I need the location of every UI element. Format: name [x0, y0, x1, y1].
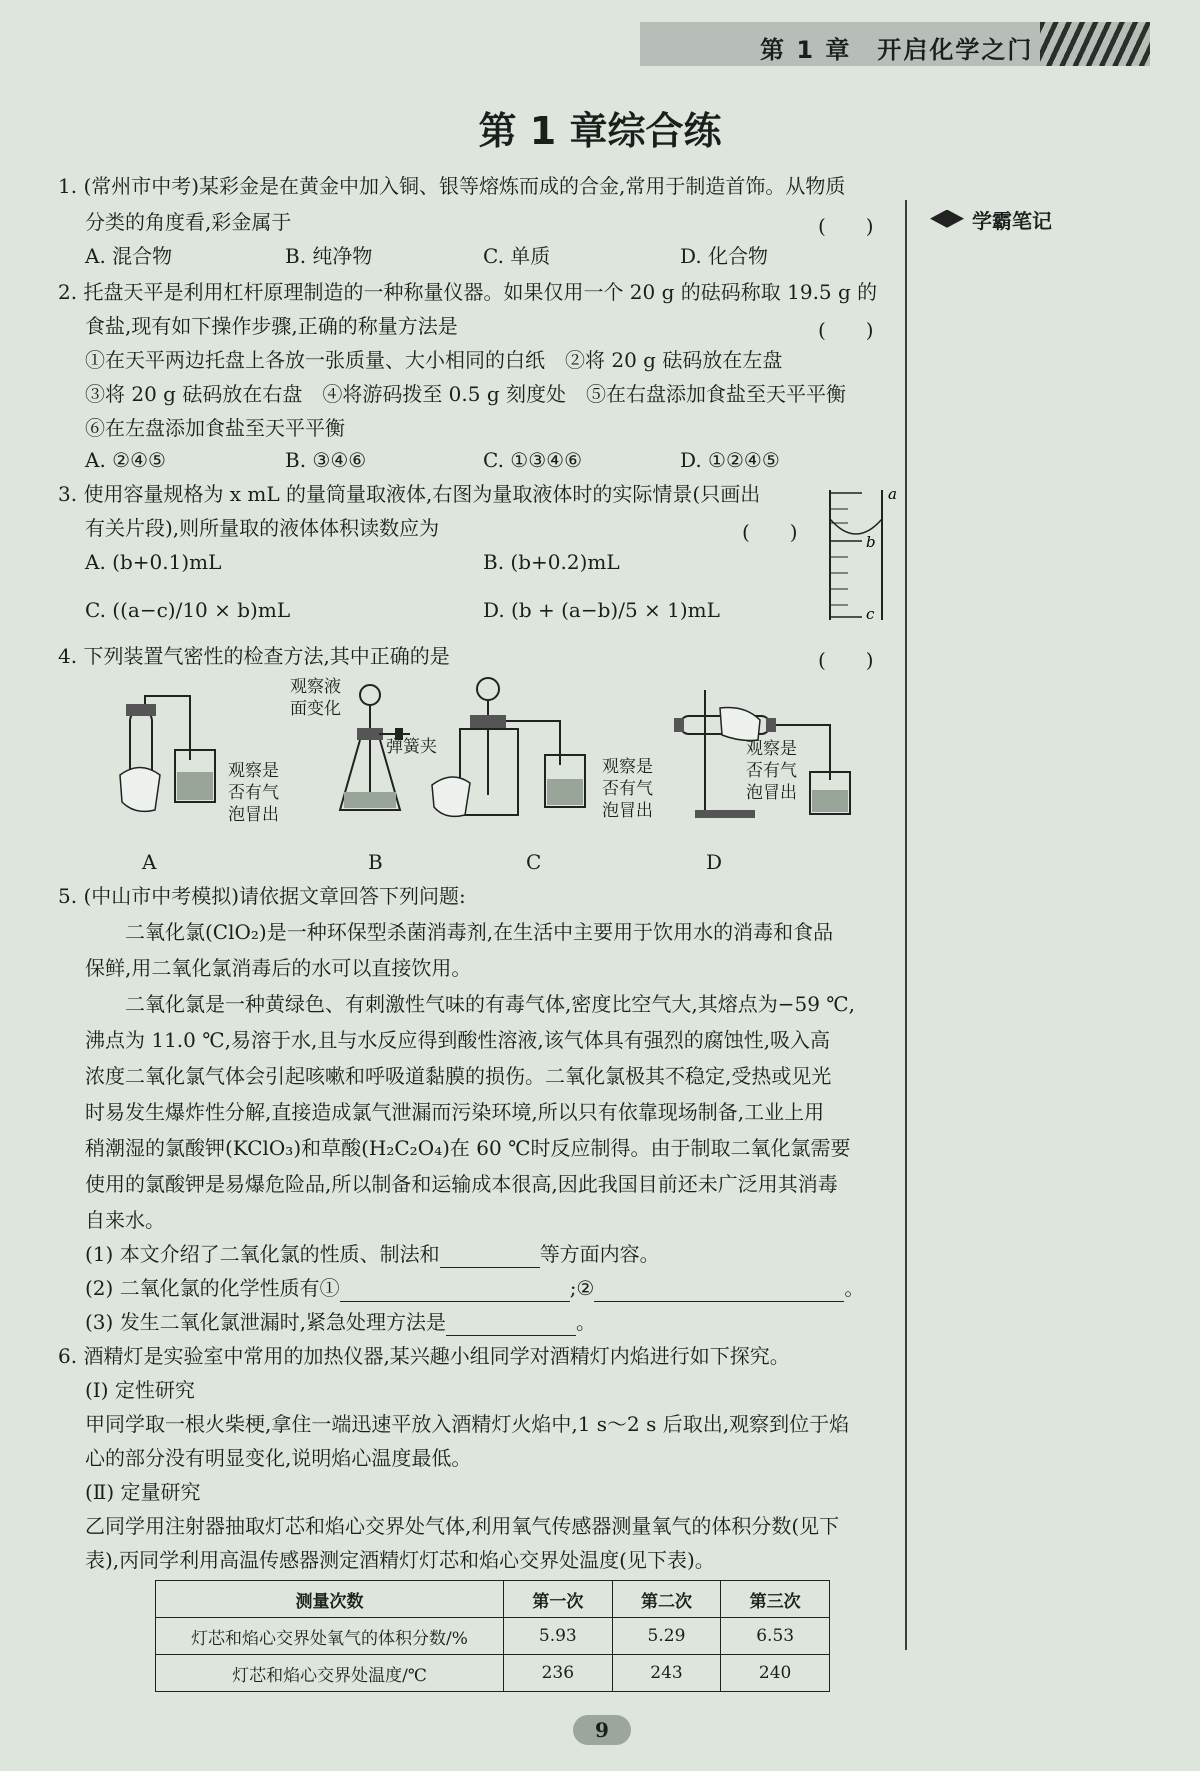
- apparatus-a-note-1: 观察是: [228, 761, 279, 781]
- table-row: [156, 1655, 830, 1692]
- q3-line1: 3. 使用容量规格为 x mL 的量筒量取液体,右图为量取液体时的实际情景(只画出: [58, 482, 761, 506]
- apparatus-b-note-2: 面变化: [290, 699, 341, 719]
- table-cell: 灯芯和焰心交界处温度/℃: [156, 1655, 504, 1692]
- apparatus-label-d: D: [706, 850, 723, 874]
- table-header-cell: 第三次: [721, 1581, 830, 1618]
- table-cell: 5.93: [504, 1618, 613, 1655]
- mark-a: a: [888, 485, 897, 503]
- q3-option-d: D. (b + (a−b)/5 × 1)mL: [483, 598, 720, 622]
- q5-sub2-text: (2) 二氧化氯的化学性质有①: [85, 1276, 340, 1300]
- apparatus-c-note-3: 泡冒出: [602, 801, 653, 821]
- q2-option-c: C. ①③④⑥: [483, 448, 583, 472]
- apparatus-a-note-3: 泡冒出: [228, 805, 279, 825]
- q2-step2: ③将 20 g 砝码放在右盘 ④将游码拨至 0.5 g 刻度处 ⑤在右盘添加食盐至天平平衡: [85, 382, 847, 406]
- table-header-row: [156, 1581, 830, 1618]
- q5-sub1-tail: 等方面内容。: [539, 1242, 660, 1266]
- apparatus-b-clip-label: 弹簧夹: [386, 737, 437, 757]
- q2-line1: 2. 托盘天平是利用杠杆原理制造的一种称量仪器。如果仅用一个 20 g 的砝码称取 19.5 g 的: [58, 280, 878, 304]
- q1-answer-paren: ( ): [818, 214, 874, 238]
- q5-sub2-mid: ;②: [569, 1276, 595, 1300]
- table-cell: 236: [504, 1655, 613, 1692]
- graduated-cylinder-figure: [822, 485, 902, 625]
- q6-p1-line2: 心的部分没有明显变化,说明焰心温度最低。: [85, 1446, 472, 1470]
- chapter-header: 第 1 章 开启化学之门: [760, 36, 1034, 64]
- q6-p1-line1: 甲同学取一根火柴梗,拿住一端迅速平放入酒精灯火焰中,1 s～2 s 后取出,观察到位于焰: [85, 1412, 850, 1436]
- apparatus-c-note-1: 观察是: [602, 757, 653, 777]
- mark-b: b: [866, 533, 876, 551]
- q5-sub3-blank[interactable]: [446, 1315, 576, 1336]
- apparatus-d-note-1: 观察是: [746, 739, 797, 759]
- q6-part2: (Ⅱ) 定量研究: [85, 1480, 201, 1504]
- q3-option-c: C. ((a−c)/10 × b)mL: [85, 598, 291, 622]
- apparatus-d-note-2: 否有气: [746, 761, 797, 781]
- q6-p2-line2: 表),丙同学利用高温传感器测定酒精灯灯芯和焰心交界处温度(见下表)。: [85, 1548, 715, 1572]
- q5-p2-line5: 稍潮湿的氯酸钾(KClO₃)和草酸(H₂C₂O₄)在 60 ℃时反应制得。由于制取二氧化氯需要: [85, 1136, 851, 1160]
- table-cell: 243: [612, 1655, 721, 1692]
- q5-p2-line4: 时易发生爆炸性分解,直接造成氯气泄漏而污染环境,所以只有依靠现场制备,工业上用: [85, 1100, 825, 1124]
- q1-line2: 分类的角度看,彩金属于: [85, 210, 292, 234]
- q5-sub2-tail: 。: [844, 1276, 865, 1300]
- q5-sub2-blank2[interactable]: [594, 1281, 844, 1302]
- q5-line1: 5. (中山市中考模拟)请依据文章回答下列问题:: [58, 884, 466, 908]
- table-cell: 5.29: [612, 1618, 721, 1655]
- q1-option-d: D. 化合物: [680, 244, 769, 268]
- q6-p2-line1: 乙同学用注射器抽取灯芯和焰心交界处气体,利用氧气传感器测量氧气的体积分数(见下: [85, 1514, 840, 1538]
- q5-p2-line7: 自来水。: [85, 1208, 165, 1232]
- apparatus-d-note-3: 泡冒出: [746, 783, 797, 803]
- q4-answer-paren: ( ): [818, 648, 874, 672]
- notes-divider: [905, 200, 907, 1650]
- notes-label-text: 学霸笔记: [972, 209, 1052, 233]
- apparatus-label-a: A: [142, 850, 157, 874]
- notes-label: [930, 205, 1052, 236]
- q2-option-a: A. ②④⑤: [85, 448, 166, 472]
- apparatus-b-note-1: 观察液: [290, 677, 341, 697]
- apparatus-label-c: C: [526, 850, 542, 874]
- q2-option-d: D. ①②④⑤: [680, 448, 780, 472]
- apparatus-a-note-2: 否有气: [228, 783, 279, 803]
- q5-p2-line1: 二氧化氯是一种黄绿色、有刺激性气味的有毒气体,密度比空气大,其熔点为−59 ℃,: [85, 992, 856, 1016]
- q5-sub2-blank1[interactable]: [340, 1281, 570, 1302]
- q3-option-b: B. (b+0.2)mL: [483, 550, 620, 574]
- page-title: 第 1 章综合练: [478, 109, 722, 153]
- q3-option-a: A. (b+0.1)mL: [85, 550, 222, 574]
- graduation-cap-icon: [930, 210, 964, 236]
- q1-line1: 1. (常州市中考)某彩金是在黄金中加入铜、银等熔炼而成的合金,常用于制造首饰。从物质: [58, 174, 846, 198]
- table-header-cell: 第二次: [612, 1581, 721, 1618]
- q1-option-b: B. 纯净物: [285, 244, 373, 268]
- q5-sub1-text: (1) 本文介绍了二氧化氯的性质、制法和: [85, 1242, 440, 1266]
- q5-sub1-blank[interactable]: [440, 1247, 540, 1268]
- mark-c: c: [866, 605, 875, 623]
- q5-p2-line3: 浓度二氧化氯气体会引起咳嗽和呼吸道黏膜的损伤。二氧化氯极其不稳定,受热或见光: [85, 1064, 832, 1088]
- q2-step1: ①在天平两边托盘上各放一张质量、大小相同的白纸 ②将 20 g 砝码放在左盘: [85, 348, 783, 372]
- apparatus-c: [430, 675, 610, 825]
- table-row: [156, 1618, 830, 1655]
- table-cell: 6.53: [721, 1618, 830, 1655]
- table-header-cell: 测量次数: [156, 1581, 504, 1618]
- q3-answer-paren: ( ): [742, 520, 798, 544]
- header-decoration: [1040, 22, 1150, 66]
- q4-line1: 4. 下列装置气密性的检查方法,其中正确的是: [58, 644, 450, 668]
- table-cell: 灯芯和焰心交界处氧气的体积分数/%: [156, 1618, 504, 1655]
- q6-part1: (Ⅰ) 定性研究: [85, 1378, 195, 1402]
- q5-p1-line1: 二氧化氯(ClO₂)是一种环保型杀菌消毒剂,在生活中主要用于饮用水的消毒和食品: [85, 920, 834, 944]
- q5-sub1: [85, 1240, 660, 1268]
- q5-p2-line2: 沸点为 11.0 ℃,易溶于水,且与水反应得到酸性溶液,该气体具有强烈的腐蚀性,吸入高: [85, 1028, 831, 1052]
- q6-line1: 6. 酒精灯是实验室中常用的加热仪器,某兴趣小组同学对酒精灯内焰进行如下探究。: [58, 1344, 790, 1368]
- table-cell: 240: [721, 1655, 830, 1692]
- apparatus-c-note-2: 否有气: [602, 779, 653, 799]
- q2-option-b: B. ③④⑥: [285, 448, 367, 472]
- q5-p1-line2: 保鲜,用二氧化氯消毒后的水可以直接饮用。: [85, 956, 472, 980]
- q1-option-c: C. 单质: [483, 244, 551, 268]
- q5-sub3: [85, 1308, 596, 1336]
- q5-sub3-text: (3) 发生二氧化氯泄漏时,紧急处理方法是: [85, 1310, 447, 1334]
- q2-line2: 食盐,现有如下操作步骤,正确的称量方法是: [85, 314, 458, 338]
- page-number: 9: [573, 1715, 631, 1745]
- q2-step3: ⑥在左盘添加食盐至天平平衡: [85, 416, 345, 440]
- q1-option-a: A. 混合物: [85, 244, 173, 268]
- q5-p2-line6: 使用的氯酸钾是易爆危险品,所以制备和运输成本很高,因此我国目前还未广泛用其消毒: [85, 1172, 838, 1196]
- q2-answer-paren: ( ): [818, 318, 874, 342]
- q5-sub2: [85, 1274, 864, 1302]
- table-header-cell: 第一次: [504, 1581, 613, 1618]
- apparatus-label-b: B: [368, 850, 383, 874]
- q5-sub3-tail: 。: [576, 1310, 597, 1334]
- measurement-table: [155, 1580, 830, 1692]
- q3-line2: 有关片段),则所量取的液体体积读数应为: [85, 516, 440, 540]
